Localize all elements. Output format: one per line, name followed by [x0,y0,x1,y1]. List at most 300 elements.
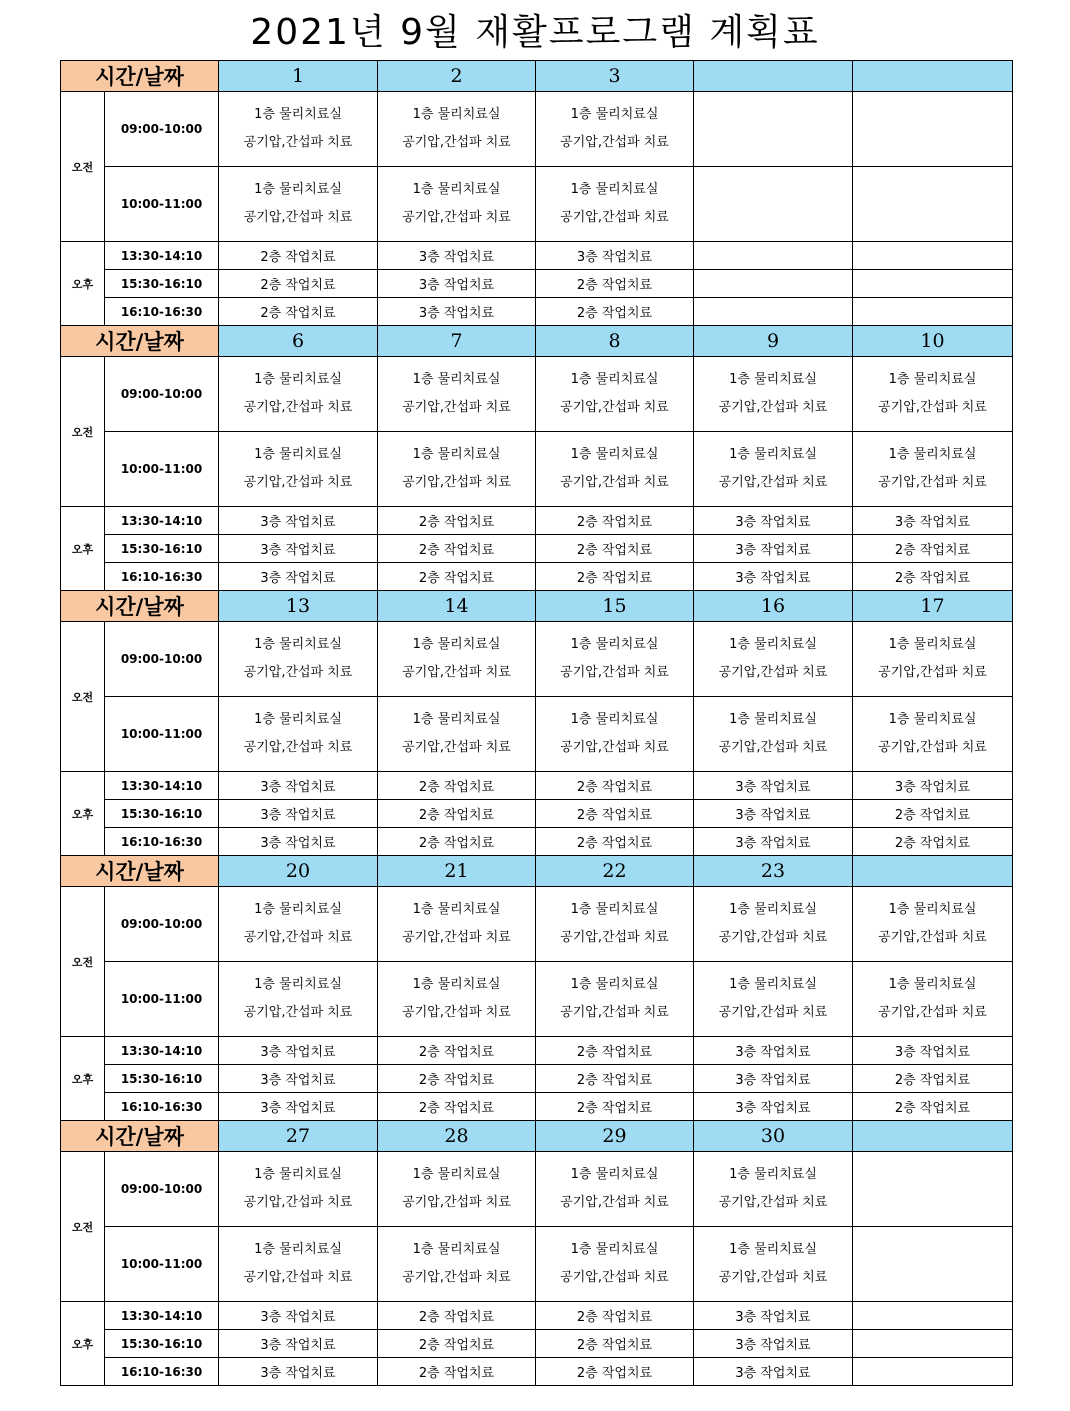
schedule-cell [378,1152,536,1227]
schedule-cell [536,167,694,242]
schedule-cell: 3층 작업치료 [694,800,853,828]
program-treatment: 공기압,간섭파 치료 [560,740,669,755]
schedule-cell: 2층 작업치료 [536,1302,694,1330]
program-treatment: 공기압,간섭파 치료 [402,400,511,415]
pm-row [61,535,1013,563]
time-slot-label: 09:00-10:00 [105,357,219,432]
schedule-cell: 3층 작업치료 [219,1065,378,1093]
time-slot-label: 15:30-16:10 [105,1065,219,1093]
schedule-cell [853,697,1013,772]
schedule-cell [219,92,378,167]
program-location: 1층 물리치료실 [412,977,501,992]
program-location: 1층 물리치료실 [729,637,817,652]
program-treatment: 공기압,간섭파 치료 [243,1005,353,1020]
schedule-cell [694,167,853,242]
program-location: 1층 물리치료실 [254,372,342,387]
day-header: 13 [219,591,378,622]
period-am-label: 오전 [61,887,105,1037]
schedule-cell: 3층 작업치료 [853,507,1013,535]
schedule-cell: 2층 작업치료 [378,563,536,591]
day-header: 2 [378,61,536,92]
schedule-cell [694,887,853,962]
schedule-cell: 3층 작업치료 [694,1065,853,1093]
schedule-cell [853,1330,1013,1358]
schedule-cell: 2층 작업치료 [378,772,536,800]
program-location: 1층 물리치료실 [412,637,501,652]
program-location: 1층 물리치료실 [412,1242,501,1257]
schedule-cell [694,697,853,772]
program-treatment: 공기압,간섭파 치료 [243,400,353,415]
period-am-label: 오전 [61,92,105,242]
program-treatment: 공기압,간섭파 치료 [718,1270,828,1285]
program-treatment: 공기압,간섭파 치료 [560,135,669,150]
program-location: 1층 물리치료실 [412,712,501,727]
time-slot-label: 13:30-14:10 [105,1302,219,1330]
schedule-cell [853,1152,1013,1227]
schedule-cell: 3층 작업치료 [219,828,378,856]
program-location: 1층 물리치료실 [570,902,659,917]
program-treatment: 공기압,간섭파 치료 [402,930,511,945]
day-header: 29 [536,1121,694,1152]
schedule-cell: 3층 작업치료 [219,772,378,800]
schedule-cell: 2층 작업치료 [536,1330,694,1358]
schedule-cell [853,1227,1013,1302]
schedule-cell [853,357,1013,432]
day-header: 7 [378,326,536,357]
schedule-cell: 2층 작업치료 [378,828,536,856]
program-location: 1층 물리치료실 [729,977,817,992]
period-am-label: 오전 [61,1152,105,1302]
schedule-cell [694,92,853,167]
schedule-cell [378,1227,536,1302]
pm-row [61,1302,1013,1330]
schedule-cell [219,962,378,1037]
schedule-cell: 2층 작업치료 [536,1358,694,1386]
time-slot-label: 13:30-14:10 [105,242,219,270]
period-am-label: 오전 [61,357,105,507]
schedule-cell [219,1227,378,1302]
pm-row [61,1037,1013,1065]
program-location: 1층 물리치료실 [412,1167,501,1182]
schedule-cell [853,432,1013,507]
day-header [853,856,1013,887]
pm-row [61,1330,1013,1358]
schedule-cell [694,432,853,507]
day-header: 6 [219,326,378,357]
schedule-cell: 2층 작업치료 [219,298,378,326]
schedule-cell: 2층 작업치료 [853,563,1013,591]
program-location: 1층 물리치료실 [254,977,342,992]
schedule-cell: 3층 작업치료 [219,535,378,563]
schedule-cell: 2층 작업치료 [378,1037,536,1065]
week-header-row [61,1121,1013,1152]
program-location: 1층 물리치료실 [888,977,977,992]
program-treatment: 공기압,간섭파 치료 [402,740,511,755]
am-row [61,962,1013,1037]
time-slot-label: 16:10-16:30 [105,298,219,326]
day-header: 27 [219,1121,378,1152]
program-location: 1층 물리치료실 [729,902,817,917]
schedule-cell: 3층 작업치료 [694,772,853,800]
pm-row [61,1093,1013,1121]
schedule-cell: 2층 작업치료 [378,1093,536,1121]
schedule-cell [536,357,694,432]
schedule-cell [694,1152,853,1227]
time-slot-label: 16:10-16:30 [105,563,219,591]
time-date-header: 시간/날짜 [61,326,219,357]
schedule-cell: 3층 작업치료 [694,1358,853,1386]
pm-row [61,270,1013,298]
schedule-cell: 2층 작업치료 [853,828,1013,856]
schedule-cell [853,1358,1013,1386]
schedule-cell [536,887,694,962]
schedule-cell: 3층 작업치료 [694,1330,853,1358]
program-location: 1층 물리치료실 [254,902,342,917]
time-slot-label: 09:00-10:00 [105,1152,219,1227]
schedule-cell: 3층 작업치료 [219,507,378,535]
week-header-row [61,61,1013,92]
program-treatment: 공기압,간섭파 치료 [243,135,353,150]
schedule-cell: 3층 작업치료 [853,1037,1013,1065]
day-header: 16 [694,591,853,622]
program-treatment: 공기압,간섭파 치료 [243,210,353,225]
program-location: 1층 물리치료실 [412,372,501,387]
time-slot-label: 16:10-16:30 [105,1358,219,1386]
pm-row [61,242,1013,270]
program-treatment: 공기압,간섭파 치료 [560,1005,669,1020]
schedule-cell [694,270,853,298]
program-location: 1층 물리치료실 [570,712,659,727]
schedule-cell: 3층 작업치료 [219,563,378,591]
day-header: 1 [219,61,378,92]
schedule-cell [219,697,378,772]
day-header [694,61,853,92]
time-date-header: 시간/날짜 [61,61,219,92]
period-pm-label: 오후 [61,772,105,856]
program-treatment: 공기압,간섭파 치료 [560,1195,669,1210]
schedule-cell: 3층 작업치료 [378,270,536,298]
time-slot-label: 10:00-11:00 [105,167,219,242]
day-header: 3 [536,61,694,92]
program-location: 1층 물리치료실 [254,107,342,122]
program-location: 1층 물리치료실 [888,372,977,387]
program-location: 1층 물리치료실 [888,637,977,652]
day-header: 9 [694,326,853,357]
schedule-cell [378,697,536,772]
program-location: 1층 물리치료실 [570,977,659,992]
time-slot-label: 15:30-16:10 [105,800,219,828]
schedule-cell [853,270,1013,298]
day-header: 22 [536,856,694,887]
schedule-cell [378,622,536,697]
schedule-cell: 2층 작업치료 [536,298,694,326]
program-treatment: 공기압,간섭파 치료 [243,475,353,490]
time-slot-label: 10:00-11:00 [105,1227,219,1302]
am-row [61,167,1013,242]
week-header-row [61,856,1013,887]
schedule-cell: 2층 작업치료 [536,1065,694,1093]
schedule-cell: 2층 작업치료 [536,507,694,535]
schedule-cell [853,887,1013,962]
program-location: 1층 물리치료실 [254,712,342,727]
schedule-cell [219,432,378,507]
schedule-cell [694,622,853,697]
day-header: 23 [694,856,853,887]
day-header [853,1121,1013,1152]
period-pm-label: 오후 [61,507,105,591]
program-treatment: 공기압,간섭파 치료 [878,665,987,680]
schedule-cell [536,962,694,1037]
time-slot-label: 13:30-14:10 [105,1037,219,1065]
program-treatment: 공기압,간섭파 치료 [243,1270,353,1285]
time-slot-label: 15:30-16:10 [105,270,219,298]
schedule-cell: 3층 작업치료 [536,242,694,270]
program-location: 1층 물리치료실 [570,1242,659,1257]
schedule-cell [694,298,853,326]
program-location: 1층 물리치료실 [729,1167,817,1182]
schedule-cell: 3층 작업치료 [694,1037,853,1065]
schedule-cell: 2층 작업치료 [219,242,378,270]
schedule-body [61,61,1013,1386]
program-location: 1층 물리치료실 [570,637,659,652]
schedule-cell [853,622,1013,697]
program-treatment: 공기압,간섭파 치료 [402,475,511,490]
schedule-cell: 2층 작업치료 [853,535,1013,563]
program-treatment: 공기압,간섭파 치료 [402,135,511,150]
day-header: 21 [378,856,536,887]
period-pm-label: 오후 [61,242,105,326]
program-location: 1층 물리치료실 [412,107,501,122]
program-treatment: 공기압,간섭파 치료 [718,740,828,755]
am-row [61,622,1013,697]
schedule-cell [536,697,694,772]
program-location: 1층 물리치료실 [570,182,659,197]
schedule-cell [219,1152,378,1227]
program-treatment: 공기압,간섭파 치료 [560,475,669,490]
am-row [61,1152,1013,1227]
day-header: 30 [694,1121,853,1152]
schedule-cell [853,242,1013,270]
schedule-cell: 3층 작업치료 [219,800,378,828]
program-treatment: 공기압,간섭파 치료 [718,1005,828,1020]
schedule-cell: 3층 작업치료 [378,298,536,326]
program-location: 1층 물리치료실 [570,107,659,122]
schedule-cell: 3층 작업치료 [853,772,1013,800]
schedule-cell [853,298,1013,326]
program-treatment: 공기압,간섭파 치료 [560,400,669,415]
day-header: 8 [536,326,694,357]
time-date-header: 시간/날짜 [61,1121,219,1152]
am-row [61,357,1013,432]
time-slot-label: 16:10-16:30 [105,828,219,856]
time-slot-label: 09:00-10:00 [105,92,219,167]
program-treatment: 공기압,간섭파 치료 [560,930,669,945]
program-treatment: 공기압,간섭파 치료 [560,210,669,225]
day-header: 15 [536,591,694,622]
schedule-cell [853,962,1013,1037]
time-slot-label: 16:10-16:30 [105,1093,219,1121]
schedule-cell: 3층 작업치료 [694,563,853,591]
period-pm-label: 오후 [61,1037,105,1121]
am-row [61,1227,1013,1302]
program-treatment: 공기압,간섭파 치료 [718,400,828,415]
program-location: 1층 물리치료실 [729,447,817,462]
schedule-cell [853,92,1013,167]
schedule-cell [378,962,536,1037]
schedule-cell: 2층 작업치료 [536,535,694,563]
schedule-cell: 2층 작업치료 [219,270,378,298]
pm-row [61,507,1013,535]
program-location: 1층 물리치료실 [888,447,977,462]
time-slot-label: 10:00-11:00 [105,697,219,772]
schedule-cell [219,622,378,697]
schedule-cell [853,1302,1013,1330]
schedule-cell: 3층 작업치료 [694,507,853,535]
schedule-cell [694,242,853,270]
schedule-cell: 2층 작업치료 [536,772,694,800]
program-location: 1층 물리치료실 [254,1242,342,1257]
program-location: 1층 물리치료실 [570,1167,659,1182]
time-slot-label: 13:30-14:10 [105,507,219,535]
schedule-cell: 3층 작업치료 [694,535,853,563]
program-treatment: 공기압,간섭파 치료 [718,930,828,945]
day-header: 14 [378,591,536,622]
schedule-cell [378,167,536,242]
program-location: 1층 물리치료실 [254,182,342,197]
schedule-cell: 2층 작업치료 [536,1093,694,1121]
program-treatment: 공기압,간섭파 치료 [878,400,987,415]
program-location: 1층 물리치료실 [412,447,501,462]
program-treatment: 공기압,간섭파 치료 [243,665,353,680]
period-pm-label: 오후 [61,1302,105,1386]
program-treatment: 공기압,간섭파 치료 [718,1195,828,1210]
schedule-cell: 3층 작업치료 [694,1093,853,1121]
time-slot-label: 09:00-10:00 [105,887,219,962]
program-location: 1층 물리치료실 [254,637,342,652]
schedule-cell [694,962,853,1037]
day-header: 20 [219,856,378,887]
schedule-cell: 2층 작업치료 [378,1330,536,1358]
program-treatment: 공기압,간섭파 치료 [243,740,353,755]
schedule-cell: 3층 작업치료 [219,1302,378,1330]
schedule-cell: 3층 작업치료 [694,1302,853,1330]
period-am-label: 오전 [61,622,105,772]
schedule-cell: 3층 작업치료 [378,242,536,270]
day-header: 17 [853,591,1013,622]
time-slot-label: 09:00-10:00 [105,622,219,697]
am-row [61,697,1013,772]
time-slot-label: 13:30-14:10 [105,772,219,800]
time-date-header: 시간/날짜 [61,856,219,887]
day-header [853,61,1013,92]
program-treatment: 공기압,간섭파 치료 [878,930,987,945]
program-location: 1층 물리치료실 [729,1242,817,1257]
schedule-cell: 3층 작업치료 [219,1093,378,1121]
program-treatment: 공기압,간섭파 치료 [878,740,987,755]
pm-row [61,828,1013,856]
pm-row [61,772,1013,800]
time-slot-label: 10:00-11:00 [105,432,219,507]
program-treatment: 공기압,간섭파 치료 [878,1005,987,1020]
schedule-cell: 2층 작업치료 [536,270,694,298]
program-treatment: 공기압,간섭파 치료 [560,665,669,680]
program-treatment: 공기압,간섭파 치료 [402,1195,511,1210]
schedule-cell [378,92,536,167]
program-location: 1층 물리치료실 [254,447,342,462]
program-treatment: 공기압,간섭파 치료 [243,930,353,945]
program-location: 1층 물리치료실 [888,902,977,917]
schedule-cell [536,92,694,167]
pm-row [61,800,1013,828]
schedule-cell [219,167,378,242]
schedule-cell: 2층 작업치료 [853,800,1013,828]
time-slot-label: 10:00-11:00 [105,962,219,1037]
schedule-cell [853,167,1013,242]
week-header-row [61,591,1013,622]
program-location: 1층 물리치료실 [412,902,501,917]
schedule-cell: 2층 작업치료 [378,1302,536,1330]
schedule-cell: 2층 작업치료 [378,1358,536,1386]
program-location: 1층 물리치료실 [570,447,659,462]
schedule-cell [694,1227,853,1302]
program-location: 1층 물리치료실 [729,372,817,387]
time-slot-label: 15:30-16:10 [105,535,219,563]
pm-row [61,298,1013,326]
schedule-cell [536,1152,694,1227]
schedule-cell [536,622,694,697]
program-treatment: 공기압,간섭파 치료 [243,1195,353,1210]
program-treatment: 공기압,간섭파 치료 [402,1005,511,1020]
program-treatment: 공기압,간섭파 치료 [718,475,828,490]
schedule-cell [219,357,378,432]
pm-row [61,1065,1013,1093]
program-treatment: 공기압,간섭파 치료 [402,1270,511,1285]
program-location: 1층 물리치료실 [412,182,501,197]
schedule-cell [378,357,536,432]
am-row [61,432,1013,507]
schedule-cell [694,357,853,432]
program-treatment: 공기압,간섭파 치료 [718,665,828,680]
schedule-cell: 2층 작업치료 [536,563,694,591]
schedule-cell: 2층 작업치료 [853,1065,1013,1093]
day-header: 10 [853,326,1013,357]
time-slot-label: 15:30-16:10 [105,1330,219,1358]
program-treatment: 공기압,간섭파 치료 [402,665,511,680]
pm-row [61,1358,1013,1386]
schedule-cell: 3층 작업치료 [219,1037,378,1065]
day-header: 28 [378,1121,536,1152]
schedule-cell: 2층 작업치료 [378,800,536,828]
page-title: 2021년 9월 재활프로그램 계획표 [250,12,820,53]
program-location: 1층 물리치료실 [888,712,977,727]
schedule-cell: 3층 작업치료 [694,828,853,856]
schedule-cell: 3층 작업치료 [219,1358,378,1386]
am-row [61,92,1013,167]
am-row [61,887,1013,962]
schedule-cell [219,887,378,962]
pm-row [61,563,1013,591]
schedule-cell: 2층 작업치료 [378,1065,536,1093]
schedule-cell: 2층 작업치료 [536,1037,694,1065]
program-treatment: 공기압,간섭파 치료 [560,1270,669,1285]
week-header-row [61,326,1013,357]
schedule-cell: 2층 작업치료 [378,535,536,563]
schedule-cell: 3층 작업치료 [219,1330,378,1358]
time-date-header: 시간/날짜 [61,591,219,622]
schedule-table [60,60,1013,1386]
schedule-cell [536,432,694,507]
schedule-cell: 2층 작업치료 [378,507,536,535]
